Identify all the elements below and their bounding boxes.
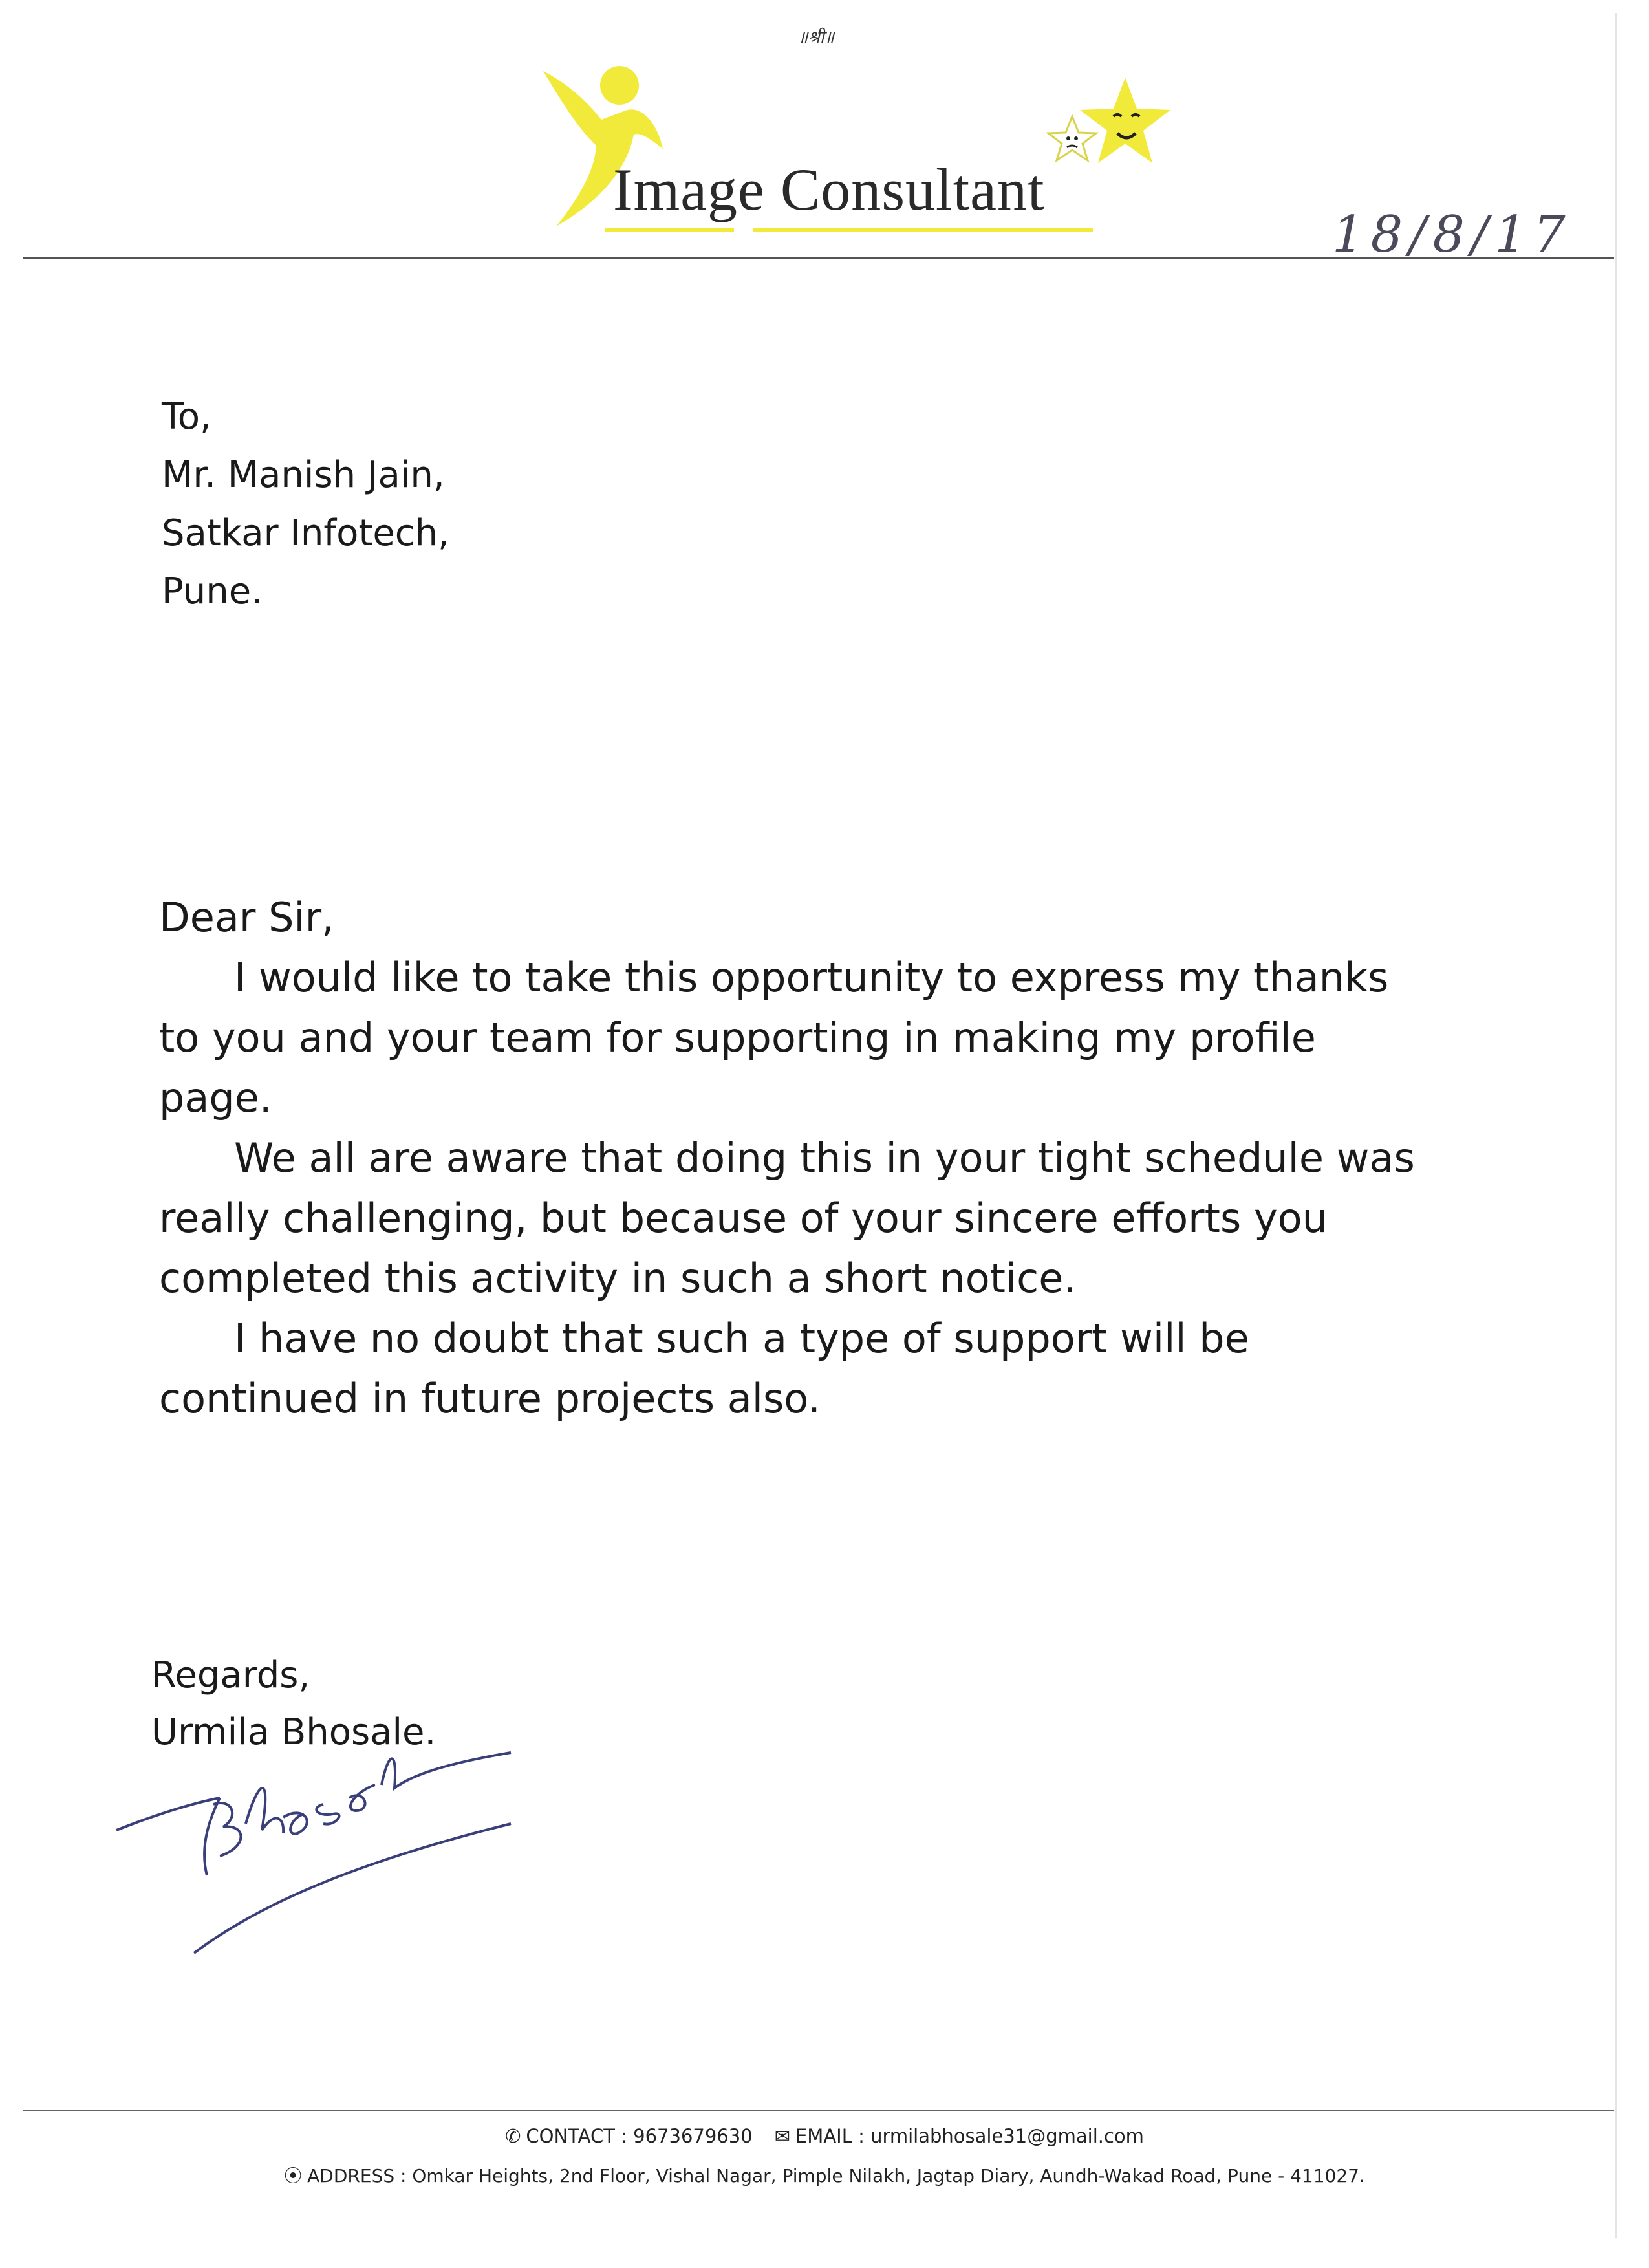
top-invocation-mark: ॥श्री॥ [797, 28, 835, 47]
page-edge-shadow [1615, 13, 1617, 2238]
paragraph-1-line-1: I would like to take this opportunity to express my thanks [234, 954, 1389, 1001]
smiling-stars-icon [1035, 71, 1177, 188]
paragraph-2-line-3: completed this activity in such a short notice. [159, 1255, 1077, 1302]
phone-icon: ✆ [505, 2125, 521, 2147]
footer-contact: CONTACT : 9673679630 [526, 2125, 753, 2147]
recipient-name: Mr. Manish Jain, [162, 454, 445, 496]
brand-underline-right [753, 228, 1093, 232]
recipient-city: Pune. [162, 570, 263, 612]
handwritten-date: 18/8/17 [1332, 206, 1572, 264]
footer-address-line [0, 2162, 1649, 2188]
recipient-address [162, 388, 449, 621]
greeting: Dear Sir, [159, 894, 334, 941]
paragraph-1-line-3: page. [159, 1074, 272, 1121]
footer-rule [23, 2110, 1614, 2111]
recipient-company: Satkar Infotech, [162, 512, 449, 554]
footer-address: ADDRESS : Omkar Heights, 2nd Floor, Vishal Nagar, Pimple Nilakh, Jagtap Diary, Aundh-Wakad Road, Pune - 411027. [307, 2165, 1365, 2187]
paragraph-2-line-2: really challenging, but because of your sincere efforts you [159, 1194, 1328, 1242]
regards: Regards, [151, 1654, 310, 1696]
letter-body [159, 887, 1549, 1429]
paragraph-3-line-1: I have no doubt that such a type of support will be [234, 1315, 1249, 1362]
location-pin-icon: ⦿ [284, 2165, 303, 2187]
address-to: To, [162, 396, 211, 438]
paragraph-1-line-2: to you and your team for supporting in making my profile [159, 1014, 1316, 1061]
email-icon: ✉ [774, 2125, 790, 2147]
paragraph-2-line-1: We all are aware that doing this in your tight schedule was [234, 1134, 1415, 1182]
handwritten-signature [110, 1727, 524, 1960]
brand-underline-left [605, 228, 734, 232]
brand-name: Image Consultant [613, 157, 1045, 222]
paragraph-3-line-2: continued in future projects also. [159, 1375, 821, 1422]
footer-email: EMAIL : urmilabhosale31@gmail.com [795, 2125, 1144, 2147]
footer-contact-line [0, 2125, 1649, 2147]
sender-name: Urmila Bhosale. [151, 1711, 436, 1753]
